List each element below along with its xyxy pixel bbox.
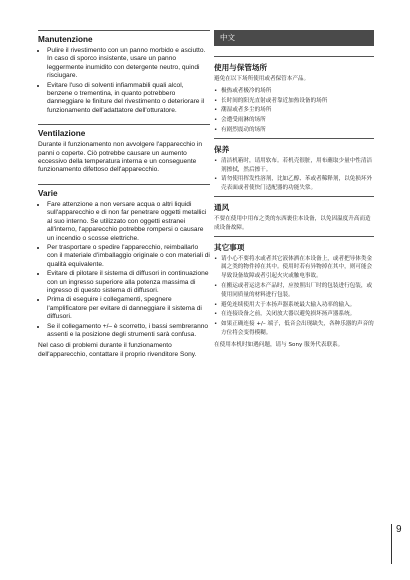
list-item: • 潮湿或者多尘的场所	[221, 106, 374, 115]
language-tab: 中文	[214, 30, 374, 46]
list-item: • 请勿使用挥发性溶剂，比如乙醇、苯或者稀释剂，以免损坏外壳表面或者使快门适配器的功能失常。	[221, 175, 374, 193]
ventilation-heading: Ventilazione	[38, 129, 86, 139]
list-item: • Evitare l'uso di solventi infiammabili quali alcol, benzene o trementina, in quanto potrebbero danneggiare le finiture del rivestimento o deteriorare il funzionamento dell'adattatore dell'otturatore.	[47, 82, 210, 116]
maintenance-zh-list	[214, 157, 374, 193]
italian-column	[38, 30, 210, 362]
divider	[214, 196, 374, 197]
page-number: 9	[396, 524, 402, 535]
page-number-box	[391, 524, 410, 564]
list-item: • 避免连续使用大于本扬声器系统最大输入功率的输入。	[221, 301, 374, 310]
list-item: • 会遭受雨淋的场所	[221, 116, 374, 125]
other-matters-closing: 在使用本机时如遇问题，请与 Sony 服务代表联系。	[214, 341, 344, 348]
ventilation-text: Durante il funzionamento non avvolgere l'apparecchio in panni o coperte. Ciò potrebbe causare un aumento eccessivo della temperatura interna e un conseguente funzionamento difettoso dell'apparecchio.	[38, 141, 203, 174]
divider	[214, 56, 374, 57]
usage-storage-intro: 避免在以下场所使用或者保管本产品。	[214, 76, 310, 82]
list-item: • 在连接设备之前，关闭放大器以避免损坏扬声器系统。	[221, 310, 374, 319]
list-item: • 在搬运或者运送本产品时，应按照出厂时的包装进行包装，或使用同质量的材料进行包装。	[221, 282, 374, 300]
list-item: • Pulire il rivestimento con un panno morbido e asciutto. In caso di sporco insistente, usare un panno leggermente inumidito con detergente neutro, quindi risciugare.	[47, 47, 210, 81]
list-item: • Prima di eseguire i collegamenti, spegnere l'amplificatore per evitare di danneggiare il sistema di diffusori.	[47, 296, 210, 321]
maintenance-zh-heading: 保养	[214, 144, 230, 154]
list-item: • Fare attenzione a non versare acqua o altri liquidi sull'apparecchio e di non far penetrare oggetti metallici al suo interno. Se utilizzato con oggetti estranei all'interno, l'apparecchio potrebbe rompersi o causare un incendio o scosse elettriche.	[47, 201, 210, 243]
divider	[38, 184, 210, 185]
misc-list	[38, 201, 210, 340]
list-item: • Per trasportare o spedire l'apparecchio, reimballarlo con il materiale d'imballaggio originale o con materiali di qualità equivalente.	[47, 244, 210, 269]
other-matters-heading: 其它事项	[214, 242, 245, 252]
maintenance-heading: Manutenzione	[38, 35, 93, 44]
list-item: • 如果正确连接 +/– 端子，低音会出现缺失，各种乐器的声音的方位将会变得模糊。	[221, 320, 374, 338]
list-item: • Evitare di pilotare il sistema di diffusori in continuazione con un ingresso superiore alla potenza massima di ingresso di questo sistema di diffusori.	[47, 270, 210, 295]
chinese-column	[214, 30, 374, 353]
list-item: • 有剧烈震动的场所	[221, 126, 374, 135]
list-item: • 清洁机箱时，请用软布。若机壳很脏，用布蘸取少量中性清洁剂擦拭，然后擦干。	[221, 157, 374, 175]
usage-storage-list	[214, 87, 374, 135]
usage-storage-heading: 使用与保管场所	[214, 63, 268, 72]
list-item: • Se il collegamento +/– è scorretto, i bassi sembreranno assenti e la posizione degli strumenti sarà confusa.	[47, 323, 210, 340]
divider	[38, 124, 210, 125]
misc-heading: Varie	[38, 188, 58, 198]
divider	[214, 138, 374, 139]
maintenance-list	[38, 47, 210, 115]
misc-closing: Nel caso di problemi durante il funzionamento dell'apparecchio, contattare il proprio rivenditore Sony.	[38, 342, 197, 358]
ventilation-zh-heading: 通风	[214, 202, 230, 212]
ventilation-zh-text: 不要在使用中用布之类的东西裹住本设备，以免因温度升高而造成设备故障。	[214, 215, 371, 231]
divider	[38, 30, 210, 31]
list-item: • 长时间的阳光直射或者靠近加热设备的场所	[221, 97, 374, 106]
list-item: • 极热或者极冷的场所	[221, 87, 374, 96]
divider	[214, 236, 374, 237]
other-matters-list	[214, 255, 374, 338]
list-item: • 请小心不要将水或者其它液体洒在本设备上，或者把导体类金属之类的物件掉在其中。使用时若有异物掉在其中，则可能会导致设备故障或者引起火灾或触电事故。	[221, 255, 374, 281]
